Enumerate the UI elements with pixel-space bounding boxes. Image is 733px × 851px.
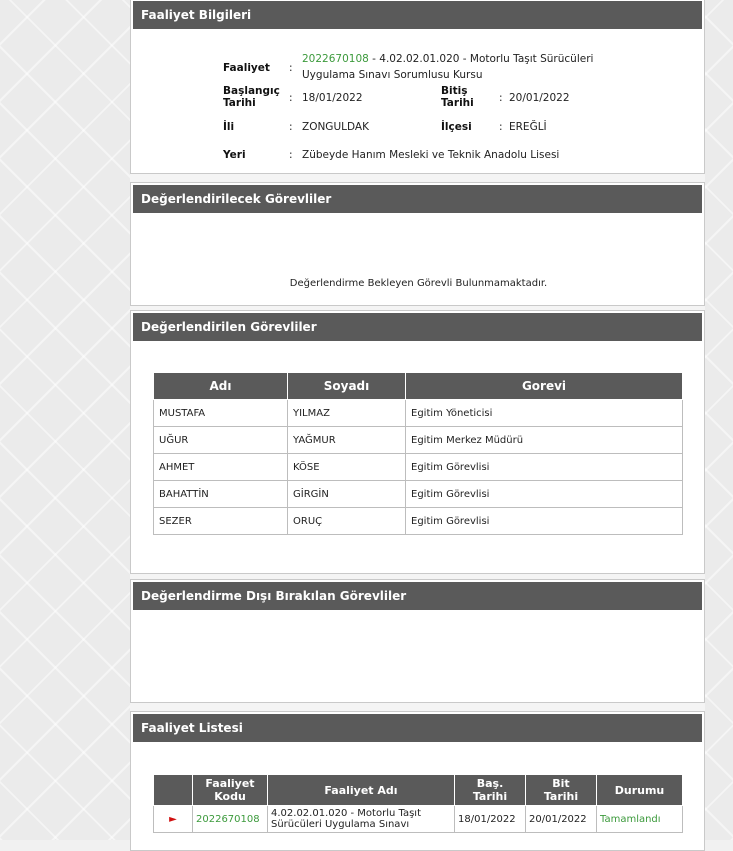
cell-adi: SEZER [154,508,288,535]
table-row [154,454,683,481]
table-row [154,400,683,427]
colon: : [289,92,293,104]
cell-gorevi: Egitim Görevlisi [406,454,683,481]
baslangic-value: 18/01/2022 [302,92,363,104]
colon: : [499,121,503,133]
status-badge: Tamamlandı [597,806,683,833]
faaliyet-bilgileri-header: Faaliyet Bilgileri [133,1,702,29]
cell-soyadi: YILMAZ [288,400,406,427]
ili-value: ZONGULDAK [302,121,369,133]
faaliyet-name-line2: Sürücüleri Uygulama Sınavı [271,819,410,830]
faaliyet-info [131,0,706,175]
cell-soyadi: KÖSE [288,454,406,481]
empty-message: Değerlendirme Bekleyen Görevli Bulunmamaktadır. [289,278,548,289]
faaliyet-listesi-panel [130,711,705,851]
cell-gorevi: Egitim Görevlisi [406,508,683,535]
column-header-kodu [193,775,268,806]
bas-label-2: Tarihi [472,790,508,803]
bas-label-1: Baş. [476,777,504,790]
cell-soyadi: YAĞMUR [288,427,406,454]
faaliyet-name-line1: - 4.02.02.01.020 - Motorlu Taşıt Sürücüleri [372,53,594,65]
baslangic-label-2: Tarihi [223,97,256,109]
column-header-gorevi: Gorevi [406,373,683,400]
degerlendirilen-table [153,372,683,535]
kodu-label-2: Kodu [214,790,246,803]
degerlendirilen-header: Değerlendirilen Görevliler [133,313,702,341]
column-header-adi: Adı [154,373,288,400]
cell-gorevi: Egitim Merkez Müdürü [406,427,683,454]
bitis-label: Bitiş [441,85,468,97]
cell-adi: AHMET [154,454,288,481]
bitis-value: 20/01/2022 [509,92,570,104]
end-date: 20/01/2022 [526,806,597,833]
faaliyet-code-link[interactable]: 2022670108 [193,806,268,833]
colon: : [289,121,293,133]
cell-soyadi: GİRGİN [288,481,406,508]
faaliyet-listesi-header: Faaliyet Listesi [133,714,702,742]
column-header-soyadi: Soyadı [288,373,406,400]
cell-gorevi: Egitim Yöneticisi [406,400,683,427]
bit-label-1: Bit [552,777,570,790]
faaliyet-listesi-table [153,774,683,833]
cell-adi: MUSTAFA [154,400,288,427]
colon: : [289,62,293,74]
ilcesi-value: EREĞLİ [509,121,547,133]
start-date: 18/01/2022 [455,806,526,833]
yeri-value: Zübeyde Hanım Mesleki ve Teknik Anadolu Lisesi [302,149,560,161]
yeri-label: Yeri [223,149,246,161]
cell-gorevi: Egitim Görevlisi [406,481,683,508]
cell-soyadi: ORUÇ [288,508,406,535]
degerlendirilecek-panel [130,182,705,306]
column-header-bas [455,775,526,806]
bit-label-2: Tarihi [543,790,579,803]
bitis-label-2: Tarihi [441,97,474,109]
degerlendirilecek-header: Değerlendirilecek Görevliler [133,185,702,213]
kodu-label-1: Faaliyet [205,777,255,790]
cell-adi: BAHATTİN [154,481,288,508]
faaliyet-code-link[interactable]: 2022670108 [302,53,369,65]
column-header-adi: Faaliyet Adı [268,775,455,806]
table-row [154,481,683,508]
ili-label: İli [223,121,235,133]
column-header-arrow [154,775,193,806]
cell-adi: UĞUR [154,427,288,454]
faaliyet-label: Faaliyet [223,62,270,74]
row-arrow-icon[interactable]: ► [154,806,193,833]
faaliyet-bilgileri-panel [130,0,705,174]
faaliyet-name-cell [268,806,455,833]
baslangic-label: Başlangıç [223,85,280,97]
table-row[interactable] [154,806,683,833]
colon: : [499,92,503,104]
table-row [154,508,683,535]
faaliyet-name-line1: 4.02.02.01.020 - Motorlu Taşıt [271,808,421,819]
faaliyet-name-line2: Uygulama Sınavı Sorumlusu Kursu [302,69,483,81]
disi-birakilan-header: Değerlendirme Dışı Bırakılan Görevliler [133,582,702,610]
column-header-durumu: Durumu [597,775,683,806]
disi-birakilan-panel [130,579,705,703]
colon: : [289,149,293,161]
degerlendirilen-panel [130,310,705,574]
column-header-bit [526,775,597,806]
ilcesi-label: İlçesi [441,121,472,133]
table-row [154,427,683,454]
